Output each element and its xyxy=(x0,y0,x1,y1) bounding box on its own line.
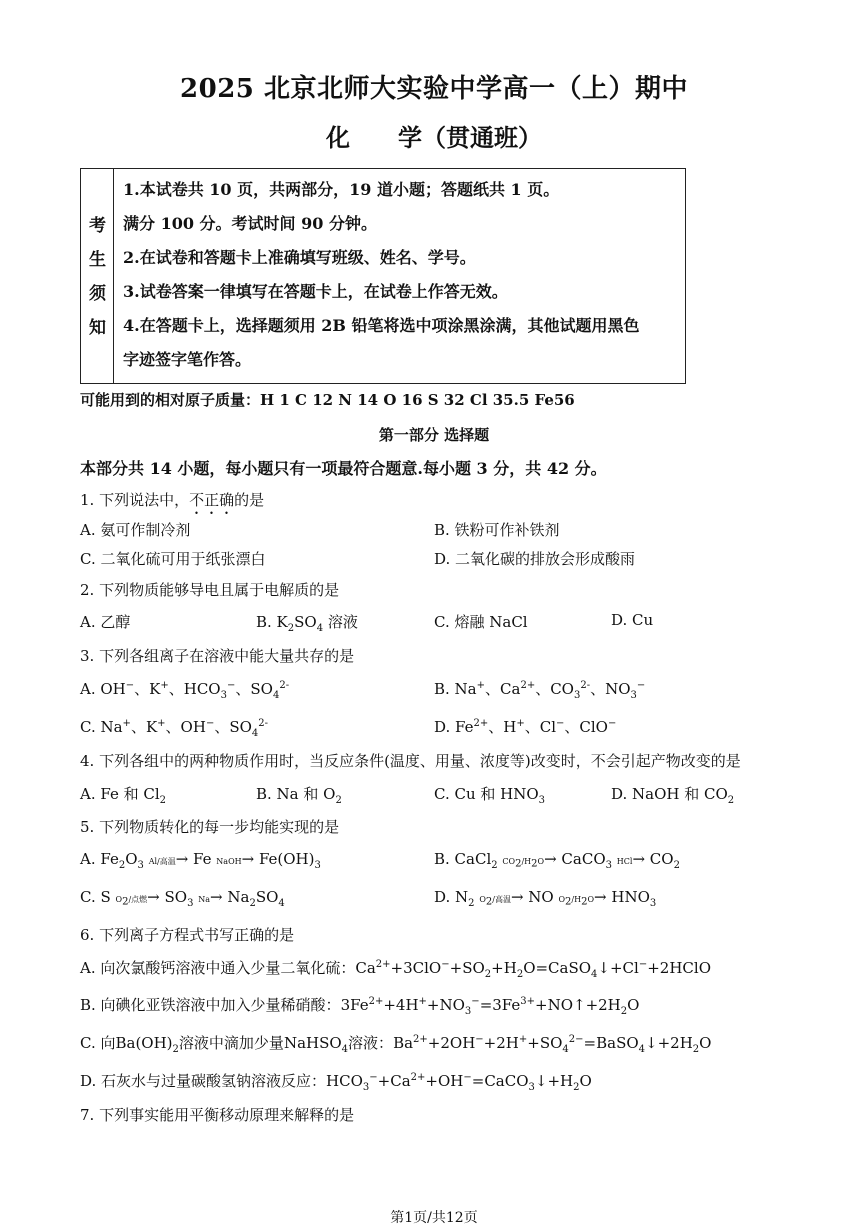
question-stem xyxy=(80,489,264,518)
option-b: B. 向碘化亚铁溶液中加入少量稀硝酸：$3Fe^{2+}+4H^++NO_3^-=3Fe^{3+}+NO↑+2H_2O$ xyxy=(80,996,640,1017)
notice-side-label xyxy=(81,169,114,383)
notice-line: 4.在答题卡上，选择题须用 2B 铅笔将选中项涂黑涂满，其他试题用黑色 xyxy=(123,316,640,335)
question-stem: 5. 下列物质转化的每一步均能实现的是 xyxy=(80,818,340,836)
question-stem-text: 的是 xyxy=(234,491,265,509)
option-d: D. 石灰水与过量碳酸氢钠溶液反应：$HCO_3^-+Ca^{2+}+OH^-=CaCO_3↓+H_2O$ xyxy=(80,1072,592,1093)
question-stem: 6. 下列离子方程式书写正确的是 xyxy=(80,926,295,944)
option-a: A. 氨可作制冷剂 xyxy=(80,521,191,539)
option-a: A. Fe 和 $Cl_2$ xyxy=(80,785,167,806)
question-stem-text: 1. 下列说法中， xyxy=(80,491,190,509)
question-stem: 7. 下列事实能用平衡移动原理来解释的是 xyxy=(80,1106,355,1124)
option-b: B. Na 和 $O_2$ xyxy=(256,785,342,806)
notice-side-char: 知 xyxy=(89,318,106,338)
notice-line: 满分 100 分。考试时间 90 分钟。 xyxy=(123,214,377,233)
option-c: C. Cu 和 $HNO_3$ xyxy=(434,785,546,806)
option-b: B. CaCl$_2$ $CO_2/H_2O\to$ CaCO$_3$ $HCl\to CO_2$ xyxy=(434,850,680,871)
option-c: C. 熔融 NaCl xyxy=(434,613,528,631)
question-stem: 4. 下列各组中的两种物质作用时，当反应条件(温度、用量、浓度等)改变时，不会引起产物改变的是 xyxy=(80,752,741,770)
notice-line: 2.在试卷和答题卡上准确填写班级、姓名、学号。 xyxy=(123,248,476,267)
question-stem: 2. 下列物质能够导电且属于电解质的是 xyxy=(80,581,340,599)
part-heading: 第一部分 选择题 xyxy=(378,426,490,444)
option-c: C. 向$Ba(OH)_2$溶液中滴加少量NaHSO$_4$溶液：$Ba^{2+}+2OH^-+2H^++SO_4^{2-}=BaSO_4↓+2H_2O$ xyxy=(80,1034,712,1055)
question-stem: 3. 下列各组离子在溶液中能大量共存的是 xyxy=(80,647,355,665)
option-a: A. OH−、K+、$HCO_3^-$、$SO_4^{2-}$ xyxy=(80,680,290,701)
option-a: A. $Fe_2O_3$ Al/高温→ Fe NaOH→ $Fe(OH)_3$ xyxy=(80,850,321,871)
part-intro: 本部分共 14 小题，每小题只有一项最符合题意.每小题 3 分，共 42 分。 xyxy=(80,459,607,478)
option-d: D. Cu xyxy=(611,611,654,629)
option-b: B. Na+、$Ca^{2+}$、$CO_3^{2-}$、$NO_3^-$ xyxy=(434,680,646,701)
notice-side-char: 生 xyxy=(89,250,106,270)
atomic-masses: 可能用到的相对原子质量：H 1 C 12 N 14 O 16 S 32 Cl 35.5 Fe56 xyxy=(80,391,575,409)
exam-title: 2025 北京北师大实验中学高一（上）期中 xyxy=(180,74,688,104)
notice-side-char: 须 xyxy=(89,284,106,304)
emphasized-text: 不正确 xyxy=(189,491,235,509)
option-d: D. NaOH 和 $CO_2$ xyxy=(611,785,735,806)
page-footer: 第1页/共12页 xyxy=(390,1210,478,1226)
option-d: D. $Fe^{2+}$、H+、Cl−、ClO− xyxy=(434,718,617,736)
option-b: B. $K_2SO_4$ 溶液 xyxy=(256,613,358,634)
option-d: D. $N_2$ $O_2/$高温→ NO $O_2/H_2O\to HNO_3$ xyxy=(434,888,657,909)
notice-line: 字迹签字笔作答。 xyxy=(123,350,252,369)
notice-side-char: 考 xyxy=(89,216,106,236)
option-c: C. S $O_2/$点燃→ $SO_3$ $Na\to Na_2SO_4$ xyxy=(80,888,285,909)
option-c: C. Na+、K+、OH−、$SO_4^{2-}$ xyxy=(80,718,269,739)
subject-title: 化 学（贯通班） xyxy=(326,123,542,152)
option-a: A. 乙醇 xyxy=(80,613,131,631)
candidate-notice-box xyxy=(80,168,686,384)
notice-line: 3.试卷答案一律填写在答题卡上，在试卷上作答无效。 xyxy=(123,282,508,301)
option-d: D. 二氧化碳的排放会形成酸雨 xyxy=(434,550,636,568)
option-b: B. 铁粉可作补铁剂 xyxy=(434,521,560,539)
notice-line: 1.本试卷共 10 页，共两部分，19 道小题；答题纸共 1 页。 xyxy=(123,180,560,199)
option-c: C. 二氧化硫可用于纸张漂白 xyxy=(80,550,266,568)
option-a: A. 向次氯酸钙溶液中通入少量二氧化硫：$Ca^{2+}+3ClO^-+SO_2+H_2O=CaSO_4↓+Cl^-+2HClO$ xyxy=(80,959,711,980)
